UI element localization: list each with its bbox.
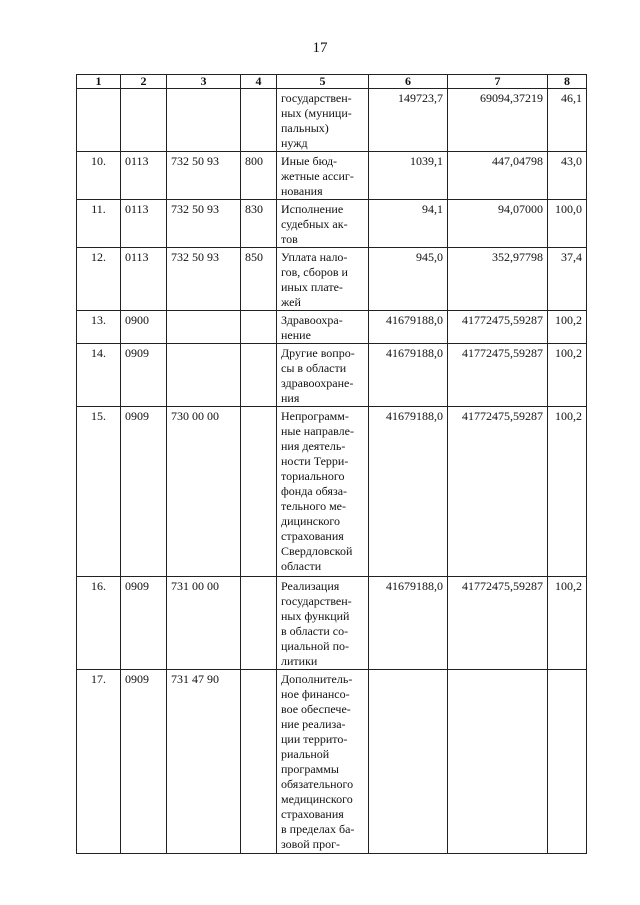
header-cell: 6 xyxy=(369,75,448,89)
item-name: Дополнитель- ное финансо- вое обеспече- ние реализа- ции террито- риальной программы обязательного медицинского страхования в пределах ба- зовой прог- xyxy=(277,670,369,854)
table-row xyxy=(77,577,587,670)
item-name: Другие вопро- сы в области здравоохране- ния xyxy=(277,344,369,407)
item-name: Реализация государствен- ных функций в области со- циальной по- литики xyxy=(277,577,369,670)
table-row xyxy=(77,407,587,577)
plan-value: 1039,1 xyxy=(369,152,448,200)
plan-value: 94,1 xyxy=(369,200,448,248)
budget-table xyxy=(76,74,587,854)
table-row xyxy=(77,152,587,200)
expense-type xyxy=(241,670,277,854)
percent-value: 100,2 xyxy=(548,344,587,407)
table-row xyxy=(77,670,587,854)
executed-value: 41772475,59287 xyxy=(448,311,548,344)
plan-value: 149723,7 xyxy=(369,89,448,152)
section-code: 0909 xyxy=(121,344,167,407)
header-cell: 7 xyxy=(448,75,548,89)
percent-value: 37,4 xyxy=(548,248,587,311)
table-row xyxy=(77,248,587,311)
table-row xyxy=(77,311,587,344)
article-code xyxy=(167,311,241,344)
article-code: 731 47 90 xyxy=(167,670,241,854)
article-code xyxy=(167,89,241,152)
row-number: 16. xyxy=(77,577,121,670)
executed-value: 352,97798 xyxy=(448,248,548,311)
expense-type xyxy=(241,577,277,670)
item-name: Исполнение судебных ак- тов xyxy=(277,200,369,248)
executed-value: 69094,37219 xyxy=(448,89,548,152)
section-code: 0113 xyxy=(121,248,167,311)
percent-value: 46,1 xyxy=(548,89,587,152)
header-cell: 8 xyxy=(548,75,587,89)
percent-value: 100,2 xyxy=(548,407,587,577)
row-number xyxy=(77,89,121,152)
header-cell: 5 xyxy=(277,75,369,89)
header-cell: 2 xyxy=(121,75,167,89)
page-number: 17 xyxy=(312,40,328,56)
item-name: Непрограмм- ные направле- ния деятель- ности Терри- ториального фонда обяза- тельного ме- дицинского страхования Свердловской области xyxy=(277,407,369,577)
row-number: 12. xyxy=(77,248,121,311)
table-row xyxy=(77,200,587,248)
row-number: 17. xyxy=(77,670,121,854)
plan-value: 41679188,0 xyxy=(369,577,448,670)
percent-value: 43,0 xyxy=(548,152,587,200)
executed-value: 41772475,59287 xyxy=(448,407,548,577)
percent-value: 100,2 xyxy=(548,311,587,344)
plan-value: 41679188,0 xyxy=(369,311,448,344)
header-row xyxy=(77,75,587,89)
table-row xyxy=(77,89,587,152)
percent-value xyxy=(548,670,587,854)
executed-value: 447,04798 xyxy=(448,152,548,200)
table-row xyxy=(77,344,587,407)
expense-type: 850 xyxy=(241,248,277,311)
percent-value: 100,2 xyxy=(548,577,587,670)
item-name: Уплата нало- гов, сборов и иных плате- жей xyxy=(277,248,369,311)
section-code: 0113 xyxy=(121,200,167,248)
article-code: 730 00 00 xyxy=(167,407,241,577)
plan-value: 41679188,0 xyxy=(369,344,448,407)
executed-value: 41772475,59287 xyxy=(448,344,548,407)
expense-type: 800 xyxy=(241,152,277,200)
header-cell: 4 xyxy=(241,75,277,89)
expense-type: 830 xyxy=(241,200,277,248)
plan-value xyxy=(369,670,448,854)
row-number: 11. xyxy=(77,200,121,248)
section-code xyxy=(121,89,167,152)
executed-value: 41772475,59287 xyxy=(448,577,548,670)
article-code xyxy=(167,344,241,407)
row-number: 14. xyxy=(77,344,121,407)
plan-value: 945,0 xyxy=(369,248,448,311)
item-name: государствен- ных (муници- пальных) нужд xyxy=(277,89,369,152)
section-code: 0909 xyxy=(121,670,167,854)
expense-type xyxy=(241,344,277,407)
row-number: 13. xyxy=(77,311,121,344)
header-cell: 1 xyxy=(77,75,121,89)
section-code: 0900 xyxy=(121,311,167,344)
article-code: 732 50 93 xyxy=(167,200,241,248)
percent-value: 100,0 xyxy=(548,200,587,248)
item-name: Иные бюд- жетные ассиг- нования xyxy=(277,152,369,200)
section-code: 0113 xyxy=(121,152,167,200)
article-code: 731 00 00 xyxy=(167,577,241,670)
plan-value: 41679188,0 xyxy=(369,407,448,577)
expense-type xyxy=(241,89,277,152)
header-cell: 3 xyxy=(167,75,241,89)
item-name: Здравоохра- нение xyxy=(277,311,369,344)
row-number: 15. xyxy=(77,407,121,577)
section-code: 0909 xyxy=(121,407,167,577)
executed-value: 94,07000 xyxy=(448,200,548,248)
expense-type xyxy=(241,311,277,344)
executed-value xyxy=(448,670,548,854)
section-code: 0909 xyxy=(121,577,167,670)
expense-type xyxy=(241,407,277,577)
article-code: 732 50 93 xyxy=(167,152,241,200)
article-code: 732 50 93 xyxy=(167,248,241,311)
row-number: 10. xyxy=(77,152,121,200)
